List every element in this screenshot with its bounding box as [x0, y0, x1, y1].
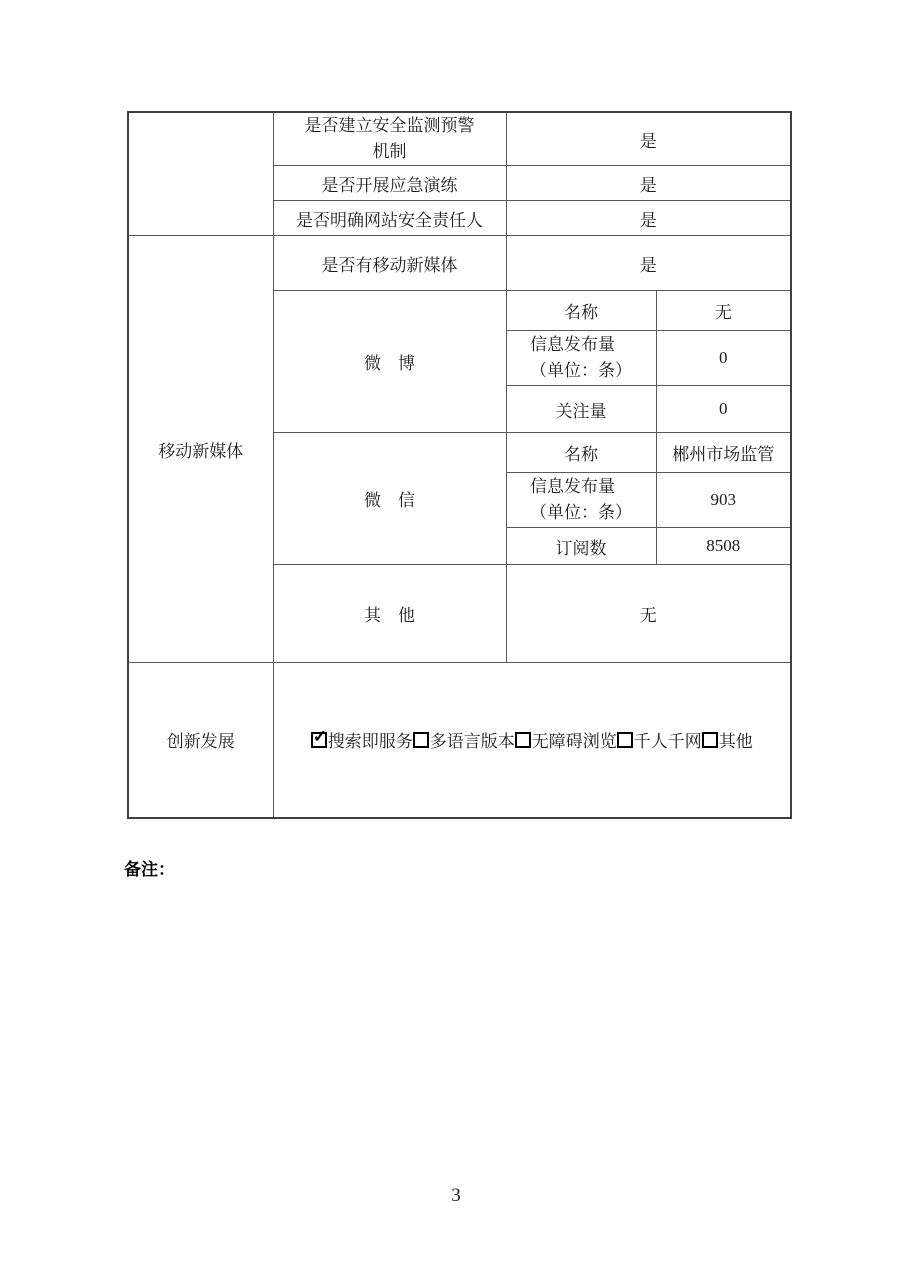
innovation-option	[515, 727, 617, 752]
security-question-cell: 是否明确网站安全责任人	[273, 201, 506, 236]
wechat-subscribers-label-cell: 订阅数	[506, 528, 656, 565]
innovation-option-label: 千人千网	[633, 732, 702, 752]
mobile-media-section-cell: 移动新媒体	[128, 236, 273, 663]
checkmark-icon: ✓	[312, 726, 327, 746]
security-question-cell: 是否开展应急演练	[273, 166, 506, 201]
wechat-posts-label-cell	[506, 473, 656, 528]
innovation-option-label: 其他	[718, 732, 753, 752]
weibo-followers-value-cell: 0	[656, 386, 791, 433]
report-table-container	[127, 111, 792, 819]
checkbox-icon[interactable]	[702, 732, 718, 748]
table-row	[128, 112, 791, 166]
checkbox-icon[interactable]	[515, 732, 531, 748]
innovation-option	[311, 727, 413, 752]
notes-label: 备注：	[124, 860, 175, 879]
checkbox-icon[interactable]	[413, 732, 429, 748]
checkbox-icon[interactable]	[617, 732, 633, 748]
mobile-media-question-cell: 是否有移动新媒体	[273, 236, 506, 291]
security-question-label: 是否建立安全监测预警机制	[304, 116, 475, 161]
innovation-options-cell	[273, 663, 791, 818]
wechat-group-cell: 微 信	[273, 433, 506, 565]
security-answer-cell: 是	[506, 112, 791, 166]
wechat-name-label-cell: 名称	[506, 433, 656, 473]
security-section-cell	[128, 112, 273, 236]
weibo-group-cell: 微 博	[273, 291, 506, 433]
innovation-option-label: 多语言版本	[429, 732, 515, 752]
wechat-subscribers-value-cell: 8508	[656, 528, 791, 565]
wechat-posts-value-cell: 903	[656, 473, 791, 528]
innovation-option-label: 无障碍浏览	[531, 732, 617, 752]
weibo-posts-label-cell	[506, 331, 656, 386]
weibo-name-value-cell: 无	[656, 291, 791, 331]
report-table	[127, 111, 792, 819]
weibo-followers-label-cell: 关注量	[506, 386, 656, 433]
table-row	[128, 236, 791, 291]
weibo-posts-value-cell: 0	[656, 331, 791, 386]
security-answer-cell: 是	[506, 201, 791, 236]
security-answer-cell: 是	[506, 166, 791, 201]
innovation-option	[617, 727, 702, 752]
security-question-cell	[273, 112, 506, 166]
innovation-option	[413, 727, 515, 752]
weibo-posts-label: 信息发布量 （单位：条）	[530, 335, 632, 380]
innovation-option-label: 搜索即服务	[327, 732, 413, 752]
mobile-media-answer-cell: 是	[506, 236, 791, 291]
other-media-value-cell: 无	[506, 565, 791, 663]
checkbox-icon[interactable]	[311, 726, 327, 748]
wechat-name-value-cell: 郴州市场监管	[656, 433, 791, 473]
other-media-label-cell: 其 他	[273, 565, 506, 663]
table-row	[128, 663, 791, 818]
innovation-section-cell: 创新发展	[128, 663, 273, 818]
page-number: 3	[451, 1185, 461, 1206]
weibo-name-label-cell: 名称	[506, 291, 656, 331]
innovation-option	[702, 727, 753, 752]
wechat-posts-label: 信息发布量 （单位：条）	[530, 477, 632, 522]
innovation-options-line	[274, 727, 791, 752]
